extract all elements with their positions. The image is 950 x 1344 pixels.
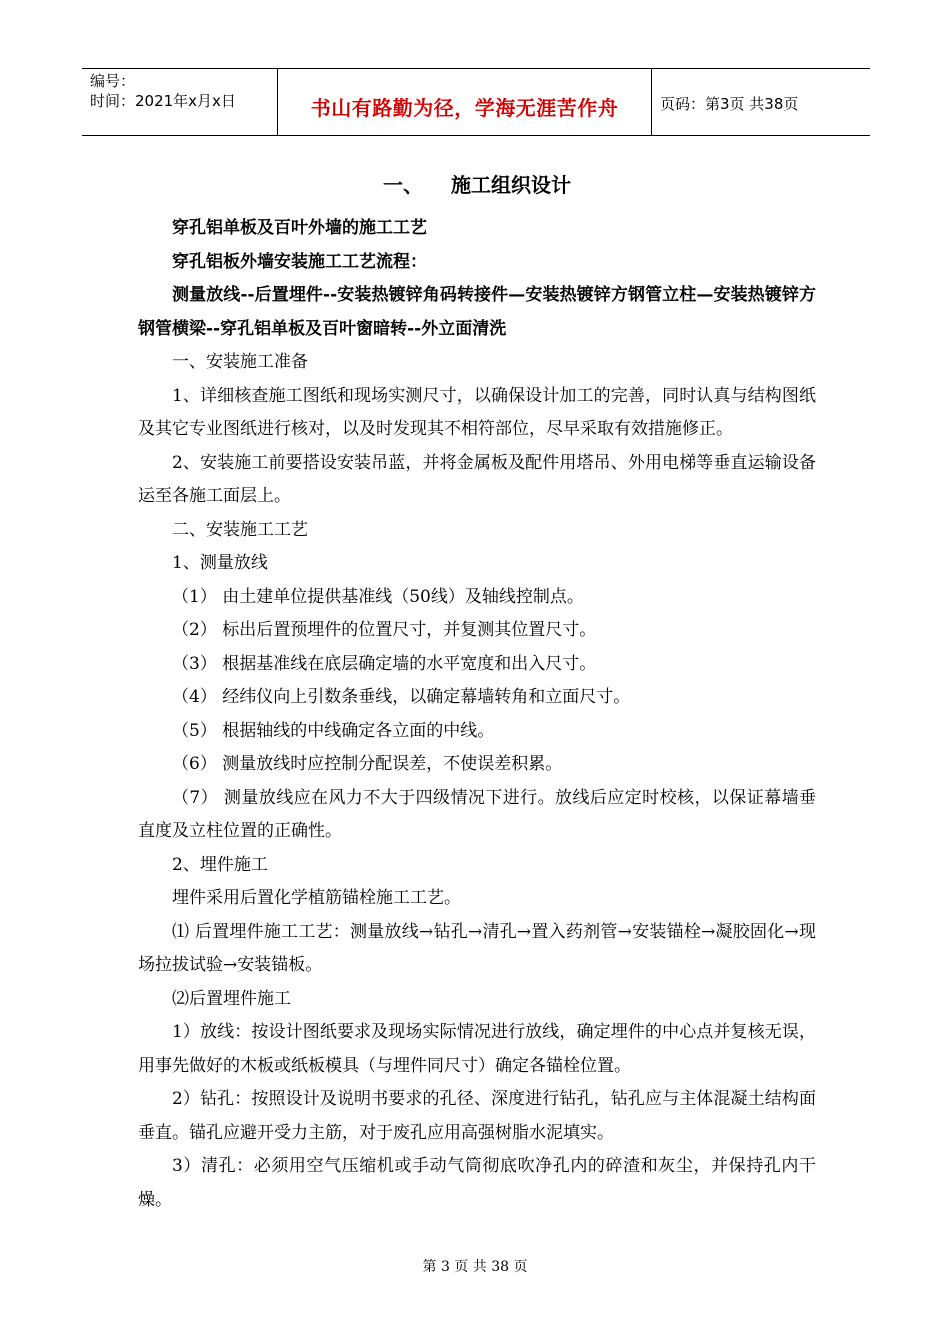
paragraph: 3）清孔：必须用空气压缩机或手动气筒彻底吹净孔内的碎渣和灰尘，并保持孔内干燥。	[138, 1156, 816, 1210]
list-item: （4） 经纬仪向上引数条垂线，以确定幕墙转角和立面尺寸。	[172, 687, 631, 707]
paragraph: 1）放线：按设计图纸要求及现场实际情况进行放线，确定埋件的中心点并复核无误，用事先做好的木板或纸板模具（与埋件同尺寸）确定各锚栓位置。	[138, 1022, 816, 1076]
section-title	[138, 168, 816, 202]
header-motto-cell	[278, 69, 652, 135]
header-info-cell	[82, 69, 278, 135]
list-item: （5） 根据轴线的中线确定各立面的中线。	[172, 720, 495, 741]
list-item: （6） 测量放线时应控制分配误差，不使误差积累。	[172, 754, 563, 774]
document-body	[138, 168, 816, 1217]
list-item: （3） 根据基准线在底层确定墙的水平宽度和出入尺寸。	[172, 653, 597, 674]
subsection-heading-survey: 1、测量放线	[172, 553, 268, 573]
list-item: （1） 由土建单位提供基准线（50线）及轴线控制点。	[172, 586, 584, 607]
section-title-text: 施工组织设计	[451, 173, 571, 197]
paragraph: 2）钻孔：按照设计及说明书要求的孔径、深度进行钻孔，钻孔应与主体混凝土结构面垂直。锚孔应避开受力主筋，对于废孔应用高强树脂水泥填实。	[138, 1089, 816, 1143]
paragraph: ⑵后置埋件施工	[172, 988, 291, 1009]
section-title-number: 一、	[383, 173, 423, 197]
section-heading-preparation: 一、安装施工准备	[172, 352, 308, 372]
list-item: （2） 标出后置预埋件的位置尺寸，并复测其位置尺寸。	[172, 620, 597, 640]
subheading-aluminum-panel: 穿孔铝单板及百叶外墙的施工工艺	[172, 218, 427, 238]
process-flow-text: 测量放线--后置埋件--安装热镀锌角码转接件—安装热镀锌方钢管立柱—安装热镀锌方钢管横梁--穿孔铝单板及百叶窗暗转--外立面清洗	[138, 285, 816, 339]
subheading-process-flow: 穿孔铝板外墙安装施工工艺流程：	[172, 251, 427, 272]
document-number-label: 编号：	[90, 72, 136, 90]
header-page-info: 页码：第3页 共38页	[660, 95, 799, 113]
header-table	[82, 68, 870, 136]
document-date-label: 时间：2021年x月x日	[90, 92, 236, 110]
page-footer: 第 3 页 共 38 页	[422, 1259, 528, 1275]
paragraph: 埋件采用后置化学植筋锚栓施工工艺。	[172, 888, 461, 908]
paragraph: 2、安装施工前要搭设安装吊蓝，并将金属板及配件用塔吊、外用电梯等垂直运输设备运至各施工面层上。	[138, 452, 816, 506]
subsection-heading-embedded-parts: 2、埋件施工	[172, 854, 268, 875]
header-motto: 书山有路勤为径，学海无涯苦作舟	[310, 96, 619, 120]
paragraph: ⑴ 后置埋件施工工艺：测量放线→钻孔→清孔→置入药剂管→安装锚栓→凝胶固化→现场拉拔试验→安装锚板。	[138, 921, 816, 975]
header-page-cell	[652, 69, 870, 135]
paragraph: 1、详细核查施工图纸和现场实测尺寸，以确保设计加工的完善，同时认真与结构图纸及其它专业图纸进行核对，以及时发现其不相符部位，尽早采取有效措施修正。	[138, 385, 816, 439]
list-item: （7） 测量放线应在风力不大于四级情况下进行。放线后应定时校核，以保证幕墙垂直度及立柱位置的正确性。	[138, 787, 816, 841]
section-heading-process: 二、安装施工工艺	[172, 519, 308, 540]
